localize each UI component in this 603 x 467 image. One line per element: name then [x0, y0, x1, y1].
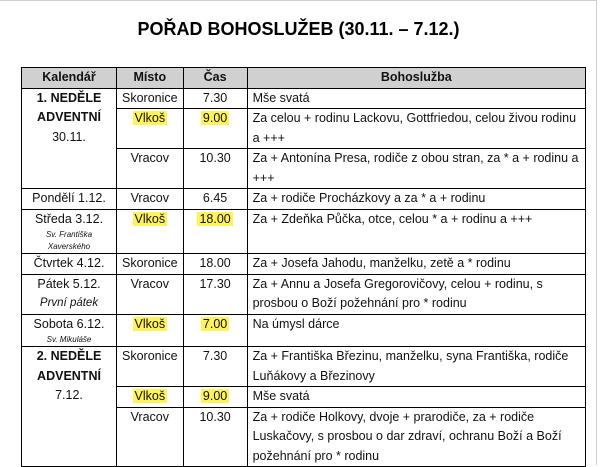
place: Vracov — [130, 191, 170, 205]
intention-cell: Za + Františka Březinu, manželku, syna Františka, rodiče Luňákovy a Březinovy — [247, 347, 585, 387]
time-cell — [183, 274, 247, 314]
place-cell — [117, 407, 184, 467]
intention-cell: Za + Annu a Josefa Gregorovičovy, celou + rodinu, s prosbou o Boží požehnání pro * rodinu — [247, 274, 585, 314]
table-row — [22, 209, 586, 254]
intention-cell: Za + Josefa Jahodu, manželku, zetě a * rodinu — [247, 254, 585, 275]
time: 7.00 — [202, 316, 228, 331]
time: 18.00 — [199, 211, 231, 226]
table-row — [22, 347, 586, 387]
time: 17.30 — [199, 276, 231, 291]
time-cell — [183, 387, 247, 408]
place-cell — [117, 189, 184, 210]
page-title: POŘAD BOHOSLUŽEB (30.11. – 7.12.) — [137, 19, 460, 39]
header-calendar: Kalendář — [22, 68, 117, 89]
day-name: 1. NEDĚLE ADVENTNÍ — [36, 90, 102, 124]
intention-cell: Na úmysl dárce — [247, 314, 585, 347]
table-row — [22, 88, 586, 109]
schedule-table — [21, 67, 586, 467]
time-cell — [183, 314, 247, 347]
day-note: První pátek — [39, 297, 99, 309]
place-cell — [117, 274, 184, 314]
place-cell — [117, 149, 184, 189]
time-cell — [183, 347, 247, 387]
time: 9.00 — [202, 389, 228, 403]
day-date: 7.12. — [55, 388, 83, 402]
day-note: Sv. Mikuláše — [46, 335, 92, 344]
day-date: 30.11. — [52, 129, 86, 144]
day-cell — [22, 254, 117, 275]
header-time: Čas — [183, 68, 247, 89]
place: Skoronice — [122, 349, 178, 363]
day-cell — [22, 88, 117, 189]
time-cell — [183, 209, 247, 254]
intention-cell: Za + Antonína Presa, rodiče z obou stran, za * a + rodinu a +++ — [247, 149, 585, 189]
place-cell — [117, 209, 184, 254]
day-cell — [22, 209, 117, 254]
intention-cell: Za + Zdeňka Půčka, otce, celou * a + rodinu a +++ — [247, 209, 585, 254]
time-cell — [183, 149, 247, 189]
time: 9.00 — [202, 111, 228, 125]
day-name: 2. NEDĚLE ADVENTNÍ — [36, 349, 102, 383]
day-note: Sv. Františka Xaverského — [45, 230, 93, 251]
place: Vracov — [130, 151, 170, 165]
place: Vlkoš — [134, 111, 166, 125]
intention-cell: Za + rodiče Procházkovy a za * a + rodinu — [247, 189, 585, 210]
day-cell — [22, 189, 117, 210]
table-row — [22, 254, 586, 275]
place-cell — [117, 347, 184, 387]
table-row — [22, 274, 586, 314]
table-row — [22, 314, 586, 347]
time-cell — [183, 407, 247, 467]
place: Vlkoš — [134, 211, 166, 226]
time: 7.30 — [202, 349, 228, 363]
place-cell — [117, 88, 184, 109]
place-cell — [117, 109, 184, 149]
place: Vlkoš — [134, 389, 166, 403]
time-cell — [183, 254, 247, 275]
day-cell — [22, 347, 117, 467]
day-name: Sobota 6.12. — [33, 316, 105, 331]
intention-cell: Za celou + rodinu Lackovu, Gottfriedou, celou živou rodinu a +++ — [247, 109, 585, 149]
day-name: Středa 3.12. — [34, 211, 104, 226]
place-cell — [117, 314, 184, 347]
place-cell — [117, 254, 184, 275]
time: 10.30 — [199, 409, 231, 424]
day-cell — [22, 274, 117, 314]
table-row — [22, 189, 586, 210]
place: Skoronice — [122, 256, 178, 270]
place: Vracov — [130, 409, 170, 424]
day-name: Pátek 5.12. — [37, 276, 101, 291]
time-cell — [183, 189, 247, 210]
place-cell — [117, 387, 184, 408]
intention-cell: Za + rodiče Holkovy, dvoje + prarodiče, za + rodiče Luskačovy, s prosbou o dar zdraví, ochranu Boží a Boží požehnání pro * rodinu — [247, 407, 585, 467]
day-name: Pondělí 1.12. — [32, 191, 106, 205]
header-service: Bohoslužba — [247, 68, 585, 89]
time-cell — [183, 88, 247, 109]
intention-cell: Mše svatá — [247, 88, 585, 109]
place: Vracov — [130, 276, 170, 291]
intention-cell: Mše svatá — [247, 387, 585, 408]
day-name: Čtvrtek 4.12. — [33, 256, 105, 270]
time: 10.30 — [199, 151, 231, 165]
time-cell — [183, 109, 247, 149]
header-place: Místo — [117, 68, 184, 89]
place: Vlkoš — [134, 316, 166, 331]
time: 7.30 — [202, 90, 228, 105]
time: 18.00 — [199, 256, 231, 270]
place: Skoronice — [122, 90, 178, 105]
day-cell — [22, 314, 117, 347]
header-row — [22, 68, 586, 89]
time: 6.45 — [202, 191, 228, 205]
